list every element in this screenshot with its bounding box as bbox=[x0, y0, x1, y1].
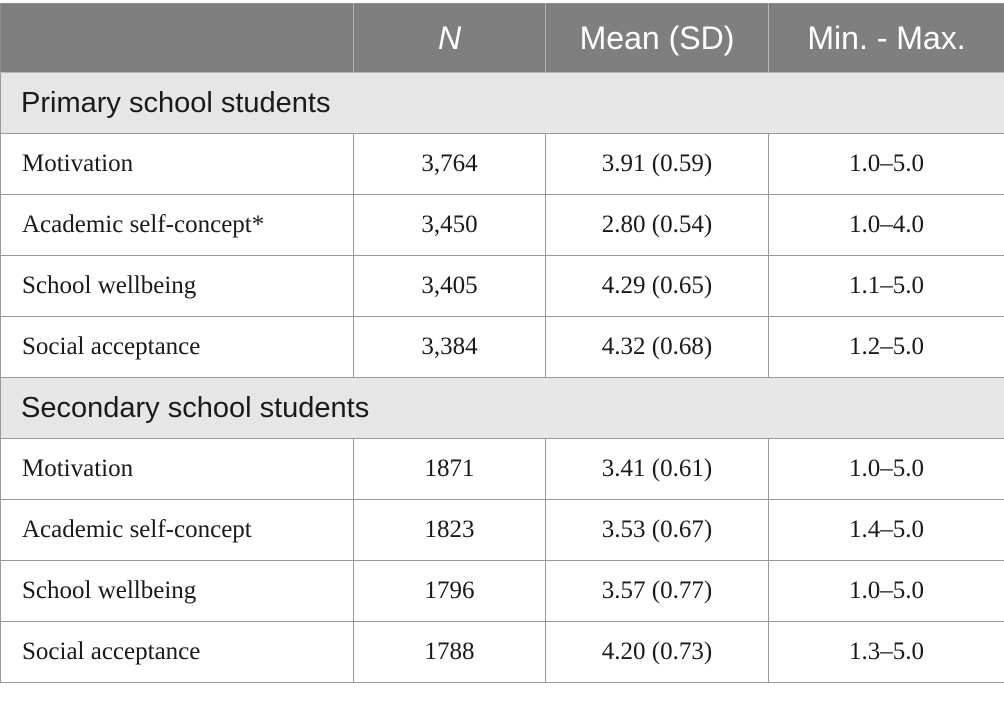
header-min-max: Min. - Max. bbox=[769, 4, 1004, 73]
header-row bbox=[1, 4, 1004, 73]
table-row bbox=[1, 134, 1004, 195]
row-label: Motivation bbox=[1, 134, 354, 195]
header-n: N bbox=[354, 4, 546, 73]
table-row bbox=[1, 439, 1004, 500]
row-range: 1.2–5.0 bbox=[769, 317, 1004, 378]
row-n: 1796 bbox=[354, 561, 546, 622]
row-mean-sd: 3.91 (0.59) bbox=[546, 134, 769, 195]
row-range: 1.0–5.0 bbox=[769, 134, 1004, 195]
row-label: Academic self-concept bbox=[1, 500, 354, 561]
row-label: Social acceptance bbox=[1, 622, 354, 683]
row-n: 3,405 bbox=[354, 256, 546, 317]
table-row bbox=[1, 195, 1004, 256]
row-mean-sd: 3.57 (0.77) bbox=[546, 561, 769, 622]
row-label: Academic self-concept* bbox=[1, 195, 354, 256]
row-n: 3,764 bbox=[354, 134, 546, 195]
table-body bbox=[1, 73, 1004, 683]
row-label: School wellbeing bbox=[1, 256, 354, 317]
row-n: 3,450 bbox=[354, 195, 546, 256]
table-row bbox=[1, 317, 1004, 378]
row-range: 1.1–5.0 bbox=[769, 256, 1004, 317]
row-n: 1823 bbox=[354, 500, 546, 561]
header-variable bbox=[1, 4, 354, 73]
row-range: 1.0–4.0 bbox=[769, 195, 1004, 256]
row-n: 1788 bbox=[354, 622, 546, 683]
table-row bbox=[1, 500, 1004, 561]
descriptive-statistics-table bbox=[0, 3, 1004, 683]
row-range: 1.0–5.0 bbox=[769, 561, 1004, 622]
section-title-secondary: Secondary school students bbox=[1, 378, 1004, 439]
row-n: 1871 bbox=[354, 439, 546, 500]
row-range: 1.0–5.0 bbox=[769, 439, 1004, 500]
header-mean-sd: Mean (SD) bbox=[546, 4, 769, 73]
section-title-primary: Primary school students bbox=[1, 73, 1004, 134]
row-mean-sd: 3.53 (0.67) bbox=[546, 500, 769, 561]
row-label: School wellbeing bbox=[1, 561, 354, 622]
table-row bbox=[1, 622, 1004, 683]
row-mean-sd: 4.32 (0.68) bbox=[546, 317, 769, 378]
row-mean-sd: 4.20 (0.73) bbox=[546, 622, 769, 683]
row-n: 3,384 bbox=[354, 317, 546, 378]
table-header bbox=[1, 4, 1004, 73]
table-row bbox=[1, 256, 1004, 317]
section-row-primary bbox=[1, 73, 1004, 134]
row-range: 1.3–5.0 bbox=[769, 622, 1004, 683]
row-mean-sd: 4.29 (0.65) bbox=[546, 256, 769, 317]
row-label: Social acceptance bbox=[1, 317, 354, 378]
row-range: 1.4–5.0 bbox=[769, 500, 1004, 561]
row-mean-sd: 3.41 (0.61) bbox=[546, 439, 769, 500]
row-mean-sd: 2.80 (0.54) bbox=[546, 195, 769, 256]
section-row-secondary bbox=[1, 378, 1004, 439]
table-row bbox=[1, 561, 1004, 622]
row-label: Motivation bbox=[1, 439, 354, 500]
